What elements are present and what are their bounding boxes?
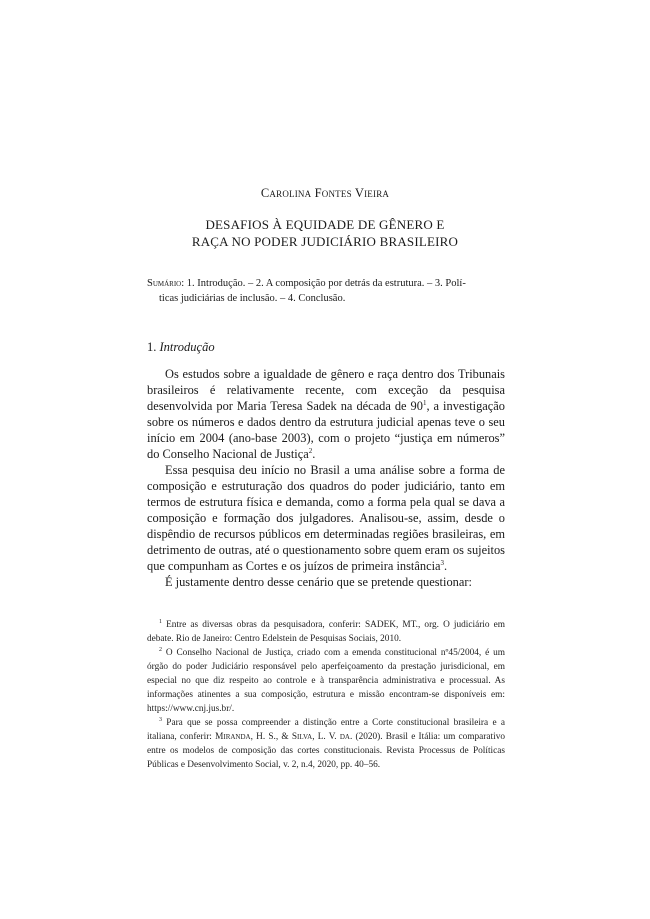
section-number: 1. xyxy=(147,340,160,354)
footnote-number: 1 xyxy=(159,618,162,625)
paragraph-text: Os estudos sobre a igualdade de gênero e raça dentro dos Tribunais brasileiros é relativamente recente, com exceção da pesquisa desenvolvida por Maria Teresa Sadek na década de 90 xyxy=(147,367,505,413)
paragraph: É justamente dentro desse cenário que se pretende questionar: xyxy=(165,575,472,589)
footnote-author: Miranda xyxy=(215,732,251,742)
chapter-title-line1: DESAFIOS À EQUIDADE DE GÊNERO E xyxy=(205,217,445,232)
footnote-ref[interactable]: 2 xyxy=(308,446,313,455)
section-title: Introdução xyxy=(159,340,215,354)
paragraph xyxy=(147,366,505,462)
author-name: Carolina Fontes Vieira xyxy=(260,186,390,200)
summary xyxy=(147,276,505,306)
summary-text-line1: : 1. Introdução. – 2. A composição por detrás da estrutura. – 3. Polí- xyxy=(181,278,466,289)
paragraph-text: , a investigação sobre os números e dados dentro da estrutura judicial apenas teve o seu início em 2004 (ano-base 2003), com o projeto “justiça em números” do Conselho Nacional de Justiça xyxy=(147,399,505,461)
footnote-text: Para que se possa compreender a distinção entre a Corte constitucional brasileira e a italiana, conferir: xyxy=(147,718,505,742)
footnote xyxy=(147,618,505,646)
footnote-author: da xyxy=(339,732,350,742)
summary-label: Sumário xyxy=(147,278,182,289)
chapter-title-line2: RAÇA NO PODER JUDICIÁRIO BRASILEIRO xyxy=(191,234,459,249)
footnote xyxy=(147,646,505,716)
footnotes xyxy=(147,618,505,772)
footnote-text: , L. V. xyxy=(312,732,340,742)
footnote-author: Silva xyxy=(291,732,313,742)
footnote-text: Entre as diversas obras da pesquisadora, conferir: SADEK, MT., org. O judiciário em debate. Rio de Janeiro: Centro Edelstein de Pesquisas Sociais, 2010. xyxy=(147,620,505,644)
footnote-text: O Conselho Nacional de Justiça, criado com a emenda constitucional nº45/2004, é um órgão do poder Judiciário responsável pelo aperfeiçoamento da prestação jurisdicional, em especial no que diz respeito ao controle e à transparência administrativa e processual. As informações atinentes a sua composição, estrutura e missão encontram-se disponíveis em: https://www.cnj.jus.br/. xyxy=(147,648,505,714)
footnote-ref[interactable]: 3 xyxy=(440,558,445,567)
section-heading xyxy=(147,340,215,355)
footnote-text: , H. S., & xyxy=(250,732,292,742)
paragraph-text: . xyxy=(312,447,316,461)
footnote-number: 3 xyxy=(159,716,162,723)
paragraph-text: Essa pesquisa deu início no Brasil a uma análise sobre a forma de composição e estruturação dos quadros do poder judiciário, tanto em termos de estrutura física e demanda, como a forma pela qual se dava a composição e formação dos julgadores. Analisou-se, assim, desde o dispêndio de recursos públicos em determinadas regiões brasileiras, em detrimento de outras, até o questionamento sobre quem eram os sujeitos que compunham as Cortes e os juízos de primeira instância xyxy=(147,463,505,573)
paragraph-text: . xyxy=(444,559,448,573)
footnote-text: . (2020). Brasil e Itália: um comparativo entre os modelos de composição das cortes constitucionais. Revista Processus de Políticas Públicas e Desenvolvimento Social, v. 2, n.4, 2020, pp. 40–56. xyxy=(147,732,505,770)
footnote xyxy=(147,716,505,772)
paragraph xyxy=(147,462,505,574)
footnote-ref[interactable]: 1 xyxy=(422,398,427,407)
footnote-number: 2 xyxy=(159,646,162,653)
chapter-title xyxy=(0,216,650,250)
body-text xyxy=(147,366,505,590)
summary-text-line2: ticas judiciárias de inclusão. – 4. Conclusão. xyxy=(159,293,346,304)
